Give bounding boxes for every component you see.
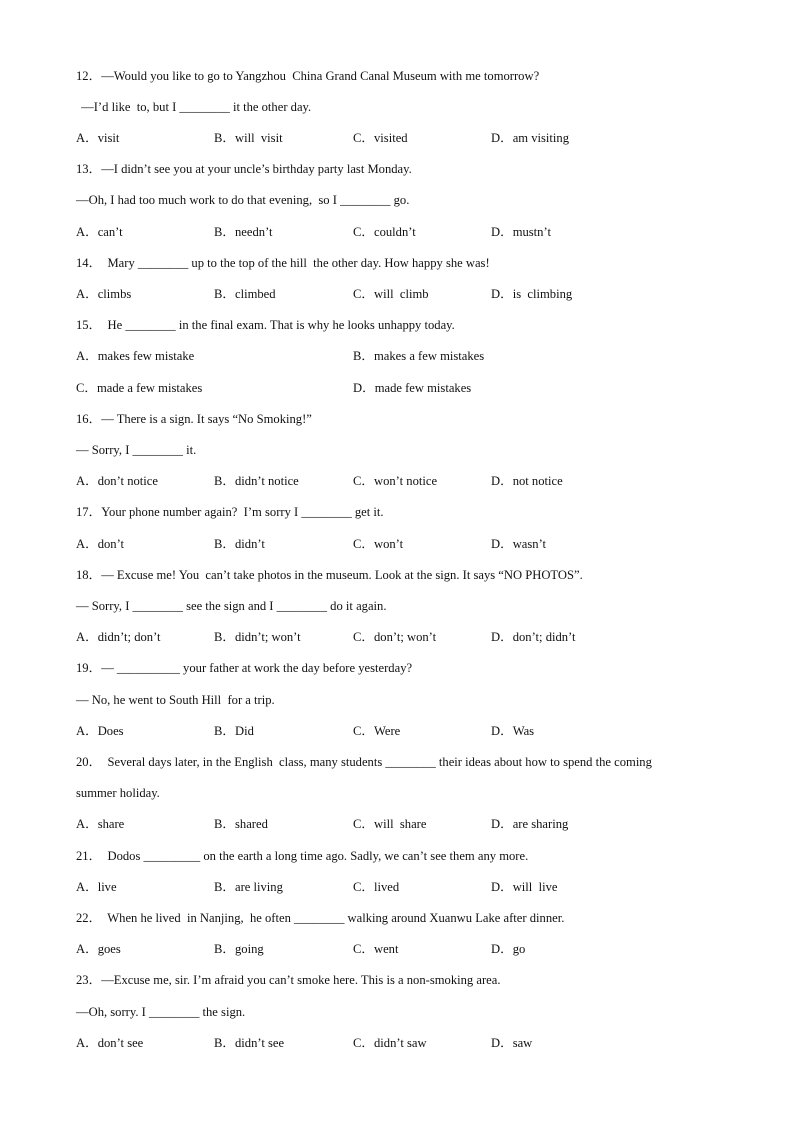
question-15-option-d: D．made few mistakes <box>353 381 472 395</box>
question-16-option-b: B．didn’t notice <box>214 474 299 488</box>
question-22-stem: 22． When he lived in Nanjing, he often ________ walking around Xuanwu Lake after dinner. <box>76 911 565 925</box>
question-22-option-c: C．went <box>353 942 399 956</box>
question-15-option-c: C．made a few mistakes <box>76 381 203 395</box>
question-13-option-c: C．couldn’t <box>353 225 416 239</box>
question-14-option-d: D．is climbing <box>491 287 573 301</box>
question-20-option-c: C．will share <box>353 817 427 831</box>
question-19-option-b: B．Did <box>214 724 254 738</box>
question-16-option-a: A．don’t notice <box>76 474 158 488</box>
question-16-reply: — Sorry, I ________ it. <box>76 443 197 457</box>
question-21-stem: 21． Dodos _________ on the earth a long time ago. Sadly, we can’t see them any more. <box>76 849 529 863</box>
question-17-stem: 17．Your phone number again? I’m sorry I ________ get it. <box>76 505 384 519</box>
question-13-reply: —Oh, I had too much work to do that evening, so I ________ go. <box>76 193 410 207</box>
question-18-reply: — Sorry, I ________ see the sign and I ________ do it again. <box>76 599 387 613</box>
question-22-option-b: B．going <box>214 942 264 956</box>
question-20-option-d: D．are sharing <box>491 817 569 831</box>
question-19-reply: — No, he went to South Hill for a trip. <box>76 693 275 707</box>
question-23-option-b: B．didn’t see <box>214 1036 285 1050</box>
question-19-option-a: A．Does <box>76 724 124 738</box>
question-12-option-d: D．am visiting <box>491 131 570 145</box>
question-16-stem: 16．— There is a sign. It says “No Smoking!” <box>76 412 312 426</box>
question-23-reply: —Oh, sorry. I ________ the sign. <box>76 1005 246 1019</box>
question-16-option-c: C．won’t notice <box>353 474 438 488</box>
question-14-option-b: B．climbed <box>214 287 276 301</box>
question-17-option-c: C．won’t <box>353 537 404 551</box>
question-12-reply: —I’d like to, but I ________ it the other day. <box>78 100 312 114</box>
question-15-option-b: B．makes a few mistakes <box>353 349 485 363</box>
question-21-option-b: B．are living <box>214 880 283 894</box>
question-12-stem: 12．—Would you like to go to Yangzhou China Grand Canal Museum with me tomorrow? <box>76 69 540 83</box>
question-21-option-a: A．live <box>76 880 117 894</box>
question-20-option-b: B．shared <box>214 817 268 831</box>
question-17-option-b: B．didn’t <box>214 537 265 551</box>
question-15-stem: 15． He ________ in the final exam. That is why he looks unhappy today. <box>76 318 455 332</box>
question-19-option-c: C．Were <box>353 724 401 738</box>
question-12-option-a: A．visit <box>76 131 120 145</box>
question-13-option-d: D．mustn’t <box>491 225 551 239</box>
question-22-option-d: D．go <box>491 942 526 956</box>
question-12-option-c: C．visited <box>353 131 408 145</box>
question-17-option-d: D．wasn’t <box>491 537 547 551</box>
question-18-option-a: A．didn’t; don’t <box>76 630 161 644</box>
question-13-stem: 13．—I didn’t see you at your uncle’s birthday party last Monday. <box>76 162 412 176</box>
question-18-option-c: C．don’t; won’t <box>353 630 437 644</box>
question-22-option-a: A．goes <box>76 942 121 956</box>
question-16-option-d: D．not notice <box>491 474 563 488</box>
question-17-option-a: A．don’t <box>76 537 125 551</box>
question-18-option-b: B．didn’t; won’t <box>214 630 301 644</box>
question-14-stem: 14． Mary ________ up to the top of the hill the other day. How happy she was! <box>76 256 490 270</box>
question-20-option-a: A．share <box>76 817 125 831</box>
question-23-option-a: A．don’t see <box>76 1036 144 1050</box>
question-23-option-c: C．didn’t saw <box>353 1036 427 1050</box>
question-20-stem: 20． Several days later, in the English class, many students ________ their ideas about how to spend the coming <box>76 755 652 769</box>
question-14-option-a: A．climbs <box>76 287 132 301</box>
question-18-stem: 18．— Excuse me! You can’t take photos in the museum. Look at the sign. It says “NO PHOTOS”. <box>76 568 583 582</box>
question-18-option-d: D．don’t; didn’t <box>491 630 576 644</box>
question-19-stem: 19．— __________ your father at work the day before yesterday? <box>76 661 413 675</box>
question-21-option-d: D．will live <box>491 880 558 894</box>
question-23-option-d: D．saw <box>491 1036 533 1050</box>
question-21-option-c: C．lived <box>353 880 400 894</box>
question-14-option-c: C．will climb <box>353 287 429 301</box>
question-23-stem: 23．—Excuse me, sir. I’m afraid you can’t smoke here. This is a non-smoking area. <box>76 973 501 987</box>
question-13-option-b: B．needn’t <box>214 225 273 239</box>
question-20-stem-continued: summer holiday. <box>76 786 160 800</box>
question-19-option-d: D．Was <box>491 724 535 738</box>
question-13-option-a: A．can’t <box>76 225 123 239</box>
question-15-option-a: A．makes few mistake <box>76 349 195 363</box>
question-12-option-b: B．will visit <box>214 131 283 145</box>
